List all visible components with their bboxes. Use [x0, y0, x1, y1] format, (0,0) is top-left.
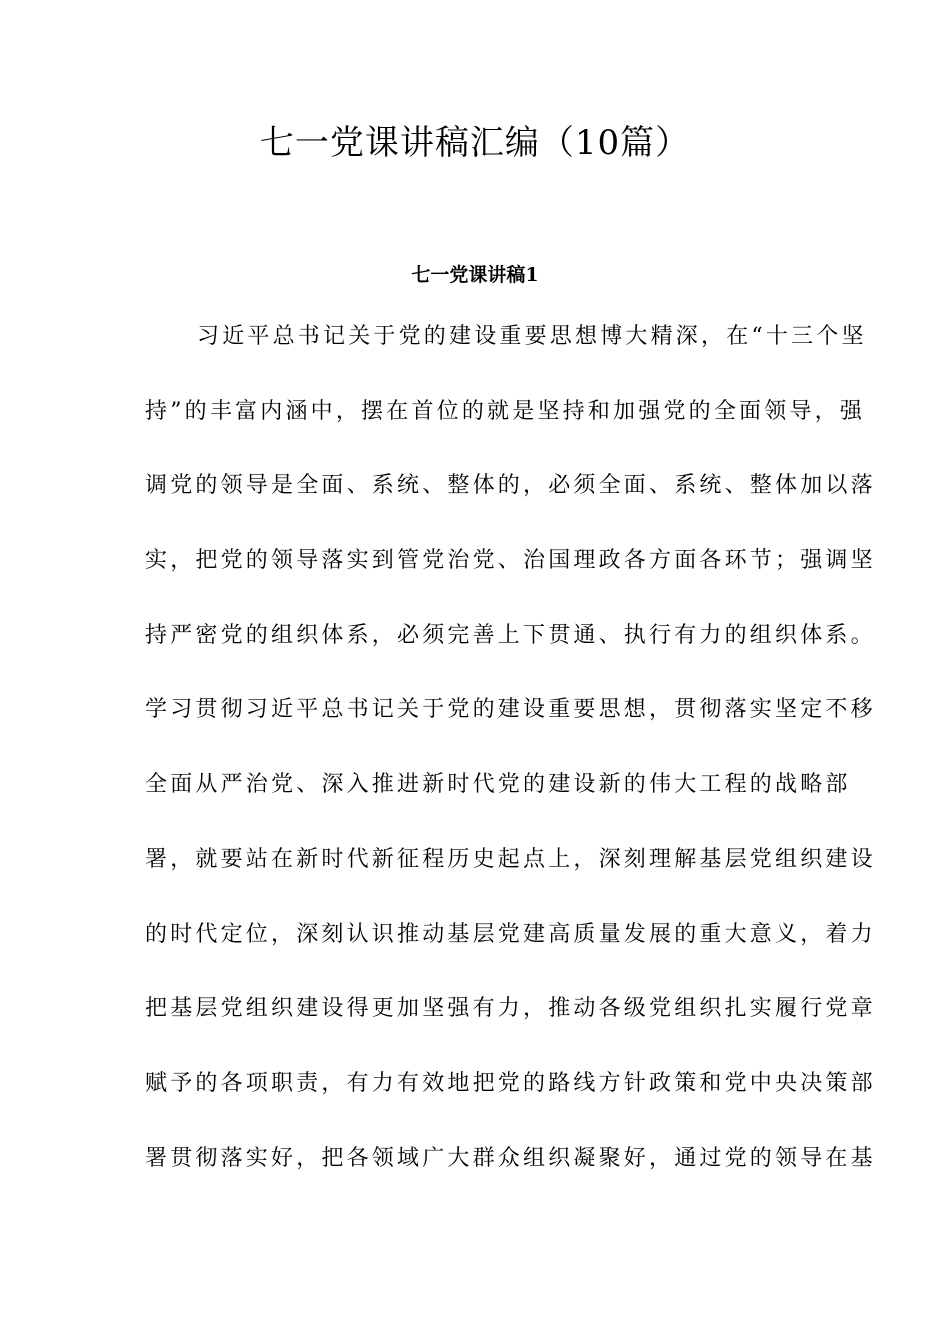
- paragraph-line: 实，把党的领导落实到管党治党、治国理政各方面各环节；强调坚: [145, 548, 876, 574]
- document-title: 七一党课讲稿汇编（10篇）: [259, 123, 691, 163]
- paragraph-line: 的时代定位，深刻认识推动基层党建高质量发展的重大意义，着力: [145, 921, 876, 947]
- paragraph-line: 调党的领导是全面、系统、整体的，必须全面、系统、整体加以落: [145, 473, 876, 499]
- paragraph-line: 全面从严治党、深入推进新时代党的建设新的伟大工程的战略部: [145, 772, 851, 798]
- section-heading: 七一党课讲稿1: [411, 264, 539, 286]
- section-body: [145, 318, 876, 1214]
- paragraph-line: 署贯彻落实好，把各领域广大群众组织凝聚好，通过党的领导在基: [145, 1145, 876, 1171]
- paragraph-line: 学习贯彻习近平总书记关于党的建设重要思想，贯彻落实坚定不移: [145, 697, 876, 723]
- paragraph-line: 赋予的各项职责，有力有效地把党的路线方针政策和党中央决策部: [145, 1070, 876, 1096]
- paragraph-line: 把基层党组织建设得更加坚强有力，推动各级党组织扎实履行党章: [145, 996, 876, 1022]
- paragraph-line: 习近平总书记关于党的建设重要思想博大精深，在“十三个坚: [197, 324, 867, 349]
- paragraph-line: 持”的丰富内涵中，摆在首位的就是坚持和加强党的全面领导，强: [145, 398, 866, 424]
- paragraph-line: 署，就要站在新时代新征程历史起点上，深刻理解基层党组织建设: [145, 846, 876, 872]
- paragraph-line: 持严密党的组织体系，必须完善上下贯通、执行有力的组织体系。: [145, 622, 876, 648]
